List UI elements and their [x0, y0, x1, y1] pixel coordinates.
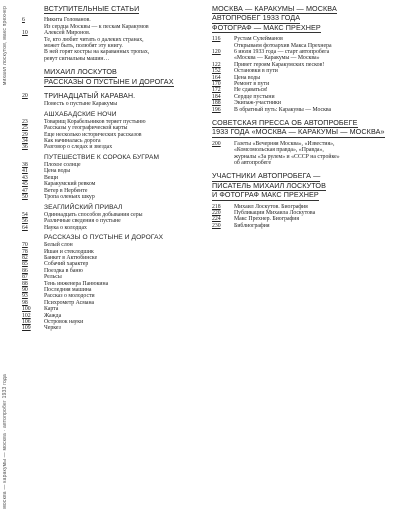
page-number: 6	[22, 17, 25, 24]
entry-title: Рассказ о молодости	[44, 293, 95, 300]
entry-title: Цена воды	[44, 168, 71, 175]
spine-text-top: михаил лоскутов, макс прехнер	[2, 6, 8, 86]
entry-title: Тропа оленьих шкур	[44, 194, 95, 201]
entry-title: Черкез	[44, 325, 61, 332]
toc-entry[interactable]	[22, 194, 198, 200]
page-number: 102	[22, 312, 31, 319]
entry-title: Никита Голованов. Из сердца Москвы — к пескам Каракумов	[44, 17, 149, 30]
entry-title: Собачий характер	[44, 261, 89, 268]
entry-title: Одиннадцать способов добывания серы	[44, 211, 143, 218]
entry-title: Сердце пустыни	[234, 93, 275, 100]
page-number: 196	[212, 106, 221, 113]
entry-title: Макс Прехнер. Биография	[234, 216, 300, 223]
page-number: 64	[22, 224, 28, 231]
entry-title: Экипаж-участники	[234, 100, 281, 107]
page-number: 50	[22, 194, 28, 201]
right-column	[212, 5, 394, 229]
page-number: 20	[22, 93, 28, 100]
page-number: 47	[22, 187, 28, 194]
entry-title: Тень инженера Панюкина	[44, 280, 109, 287]
entry-title: Ишан и стеклодшик	[44, 248, 94, 255]
section-list	[22, 212, 198, 231]
toc-entry[interactable]	[212, 49, 394, 62]
entry-title: Публикации Михаила Лоскутова	[234, 210, 316, 217]
page-number: 25	[22, 125, 28, 132]
entry-title: Михаил Лоскутов. Биография	[234, 203, 308, 210]
page-number: 224	[212, 216, 221, 223]
page-number: 38	[22, 162, 28, 169]
section-list	[212, 204, 394, 230]
section-list	[22, 162, 198, 200]
section-heading: ПУТЕШЕСТВИЕ К СОРОКА БУГРАМ	[44, 153, 160, 161]
entry-title: Психрометр Асмана	[44, 299, 95, 306]
entry-title: Разговор о следах и звездах	[44, 144, 113, 151]
page-number: 152	[212, 68, 221, 75]
entry-title: Банкет в Актюбинске	[44, 254, 98, 261]
left-column	[22, 5, 198, 332]
entry-title: Остановки в пути	[234, 68, 278, 75]
entry-title: Рассказы у географической карты	[44, 125, 128, 132]
page-number: 56	[22, 218, 28, 225]
entry-title: Белый слон	[44, 242, 73, 249]
r3-heading: УЧАСТНИКИ АВТОПРОБЕГА — ПИСАТЕЛЬ МИХАИЛ ЛОСКУТОВ И ФОТОГРАФ МАКС ПРЕХНЕР	[212, 171, 327, 200]
toc-entry[interactable]	[22, 225, 198, 231]
page-number: 220	[212, 210, 221, 217]
page-number: 87	[22, 274, 28, 281]
spine-text-bottom: москва — каракумы — москва · автопробег 1933 года	[2, 374, 8, 509]
entry-title: Ремонт в пути	[234, 81, 270, 88]
page-number: 184	[212, 93, 221, 100]
section-heading: РАССКАЗЫ О ПУСТЫНЕ И ДОРОГАХ	[44, 233, 164, 241]
entry-title: Привет героям Каракумских песков!	[234, 61, 325, 68]
page-number: 109	[22, 325, 31, 332]
page-number: 45	[22, 181, 28, 188]
r1-heading: МОСКВА — КАРАКУМЫ — МОСКВА АВТОПРОБЕГ 1933 ГОДА ФОТОГРАФ — МАКС ПРЕХНЕР	[212, 4, 337, 32]
entry-title: Островок науки	[44, 319, 84, 325]
page-number: 29	[22, 131, 28, 138]
section-heading: АШХАБАДСКИЕ НОЧИ	[44, 110, 117, 118]
page-number: 200	[212, 140, 221, 147]
author-heading: МИХАИЛ ЛОСКУТОВ РАССКАЗЫ О ПУСТЫНЕ И ДОРОГАХ	[44, 67, 174, 86]
entry-title: Рустам Сулейманов Открываем фотоархив Макса Прехнера	[234, 36, 332, 49]
page-number: 85	[22, 261, 28, 268]
entry-title: Ветер в Нербенте	[44, 187, 88, 194]
entry-title: Карта	[44, 306, 59, 313]
page-number: 82	[22, 254, 28, 261]
page-number: 164	[212, 74, 221, 81]
section-heading: ЗЕАГЛИЙСКИЙ ПРИВАЛ	[44, 203, 123, 211]
entry-title: Жажда	[44, 312, 62, 319]
entry-title: Вещи	[44, 174, 59, 181]
toc-entry[interactable]	[22, 325, 198, 331]
entry-title: 6 июля 1933 года — старт автопробега «Москва — Каракумы — Москва»	[234, 48, 330, 62]
page-number: 106	[22, 319, 31, 325]
entry-title: Как начиналась дорога	[44, 138, 101, 145]
entry-title: Еще несколько исторических рассказов	[44, 131, 142, 138]
entry-title: Каракумский ревком	[44, 181, 96, 188]
page-number: 36	[22, 144, 28, 151]
entry-title: Поездка в баню	[44, 267, 83, 274]
toc-entry[interactable]	[22, 17, 198, 30]
entry-title: Библиография	[234, 222, 270, 229]
toc-entry[interactable]	[212, 36, 394, 49]
page-number: 170	[212, 81, 221, 88]
page-number: 86	[22, 267, 28, 274]
page-number: 100	[22, 306, 31, 313]
entry-title: Различные сведения о пустыне	[44, 218, 121, 225]
entry-title: Плохое солнце	[44, 162, 81, 169]
page-number: 172	[212, 87, 221, 94]
toc-entry[interactable]	[212, 223, 394, 229]
section-subtitle: Повесть о пустыне Каракумы	[44, 101, 118, 108]
entry-title: Газеты «Вечерняя Москва», «Известия», «Комсомольская правда», «Правда», журналы «За рулем» и «СССР на стройке» об автопробеге	[234, 140, 340, 167]
section-list	[212, 141, 394, 167]
entry-title: Товарищ Корабельников теряет пустыню	[44, 118, 146, 125]
page-number: 34	[22, 138, 28, 145]
page-number: 230	[212, 222, 221, 229]
toc-entry[interactable]	[212, 107, 394, 113]
entry-title: Рельсы	[44, 274, 62, 281]
page-number: 120	[212, 48, 221, 55]
entry-title: Алексей Миронов. Те, кто любит читать о далеких странах, может быть, полюбят эту книгу. В ней горят костры на караванных тропах, ревут сигнальны машин…	[44, 30, 150, 62]
page-number: 98	[22, 299, 28, 306]
page-number: 41	[22, 168, 28, 175]
r2-heading: СОВЕТСКАЯ ПРЕССА ОБ АВТОПРОБЕГЕ 1933 ГОДА «МОСКВА — КАРАКУМЫ — МОСКВА»	[212, 118, 385, 137]
section-list	[22, 119, 198, 151]
page-number: 54	[22, 211, 28, 218]
entry-title: Цена воды	[234, 74, 261, 81]
toc-entry[interactable]	[22, 93, 198, 108]
page-number: 10	[22, 30, 28, 37]
section-list	[22, 242, 198, 332]
entry-title: Не сдаваться!	[234, 87, 268, 94]
page-number: 218	[212, 203, 221, 210]
section-title: ТРИНАДЦАТЫЙ КАРАВАН.	[44, 93, 136, 101]
toc-entry[interactable]	[212, 141, 394, 167]
page-number: 70	[22, 242, 28, 249]
entry-title: Наука о колодцах	[44, 224, 87, 231]
page-number: 116	[212, 36, 221, 43]
page-number: 43	[22, 174, 28, 181]
page-number: 23	[22, 118, 28, 125]
page-number: 93	[22, 293, 28, 300]
entry-title: В обратный путь: Каракумы — Москва	[234, 106, 332, 113]
toc-entry[interactable]	[22, 30, 198, 62]
intro-heading: ВСТУПИТЕЛЬНЫЕ СТАТЬИ	[44, 4, 140, 13]
page-number: 122	[212, 61, 221, 68]
page-number: 78	[22, 248, 28, 255]
entry-title: Последняя машина	[44, 286, 92, 293]
toc-entry[interactable]	[22, 144, 198, 150]
page-number: 90	[22, 286, 28, 293]
section-list	[212, 36, 394, 113]
page-number: 88	[22, 280, 28, 287]
page-number: 188	[212, 100, 221, 107]
